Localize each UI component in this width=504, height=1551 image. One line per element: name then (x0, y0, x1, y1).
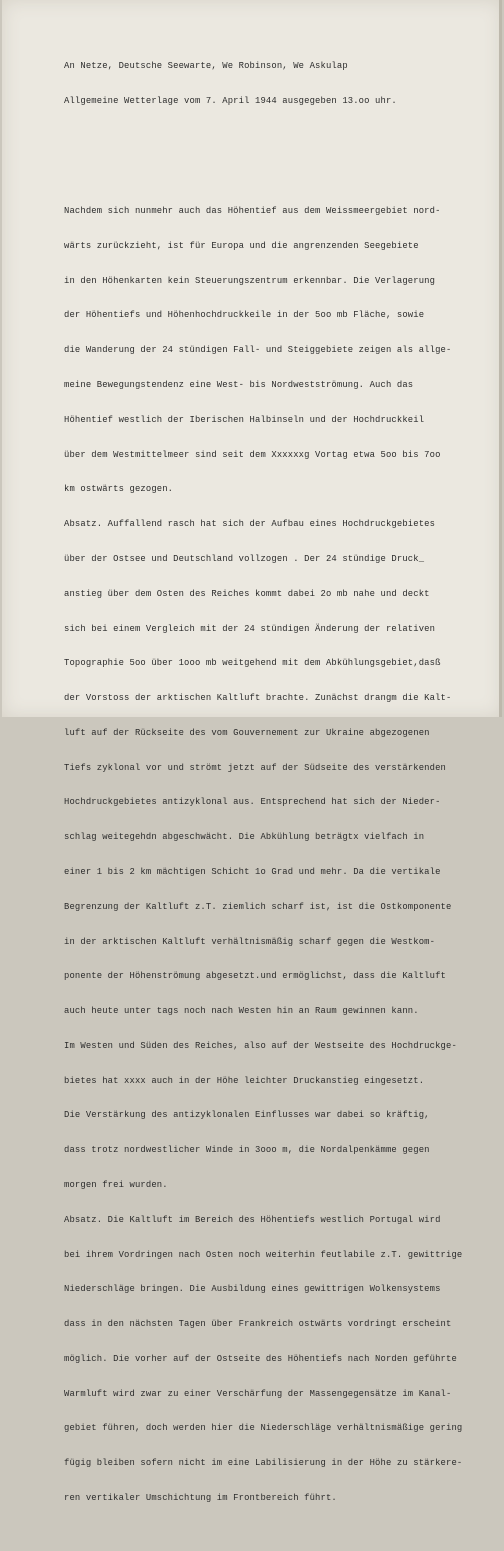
addressee-line: An Netze, Deutsche Seewarte, We Robinson, We Askulap (64, 61, 348, 72)
report-title: Allgemeine Wetterlage vom 7. April 1944 ausgegeben 13.oo uhr. (64, 95, 397, 106)
report-body (64, 183, 504, 1528)
body-line: ren vertikaler Umschichtung im Frontbereich führt. (64, 1493, 337, 1504)
body-line: bei ihrem Vordringen nach Osten noch weiterhin feutlabile z.T. gewittrige (64, 1249, 463, 1260)
body-line: Begrenzung der Kaltluft z.T. ziemlich scharf ist, ist die Ostkomponente (64, 901, 452, 912)
body-line: bietes hat xxxx auch in der Höhe leichter Druckanstieg eingesetzt. (64, 1075, 425, 1086)
body-line: dass trotz nordwestlicher Winde in 3ooo m, die Nordalpenkämme gegen (64, 1145, 430, 1156)
body-line: dass in den nächsten Tagen über Frankreich ostwärts vordringt erscheint (64, 1319, 452, 1330)
body-line: Topographie 5oo über 1ooo mb weitgehend mit dem Abkühlungsgebiet,dasß (64, 658, 441, 669)
body-line: der Höhentiefs und Höhenhochdruckkeile in der 5oo mb Fläche, sowie (64, 310, 425, 321)
body-line: Nachdem sich nunmehr auch das Höhentief aus dem Weissmeergebiet nord- (64, 206, 441, 217)
body-line: km ostwärts gezogen. (64, 484, 174, 495)
body-line: meine Bewegungstendenz eine West- bis Nordwestströmung. Auch das (64, 380, 414, 391)
body-line: schlag weitegehdn abgeschwächt. Die Abkühlung beträgtx vielfach in (64, 832, 425, 843)
body-line: Im Westen und Süden des Reiches, also auf der Westseite des Hochdruckge- (64, 1040, 457, 1051)
body-line: über der Ostsee und Deutschland vollzogen . Der 24 stündige Druck_ (64, 553, 425, 564)
body-line: in der arktischen Kaltluft verhältnismäßig scharf gegen die Westkom- (64, 936, 436, 947)
body-line: Niederschläge bringen. Die Ausbildung eines gewittrigen Wolkensystems (64, 1284, 441, 1295)
body-line: möglich. Die vorher auf der Ostseite des Höhentiefs nach Norden geführte (64, 1353, 457, 1364)
body-line: Warmluft wird zwar zu einer Verschärfung der Massengegensätze im Kanal- (64, 1388, 452, 1399)
body-line: Hochdruckgebietes antizyklonal aus. Entsprechend hat sich der Nieder- (64, 797, 441, 808)
body-line: gebiet führen, doch werden hier die Niederschläge verhältnismäßige gering (64, 1423, 463, 1434)
body-line: auch heute unter tags noch nach Westen hin an Raum gewinnen kann. (64, 1006, 419, 1017)
body-line: luft auf der Rückseite des vom Gouvernement zur Ukraine abgezogenen (64, 727, 430, 738)
body-line: sich bei einem Vergleich mit der 24 stündigen Änderung der relativen (64, 623, 436, 634)
body-line: über dem Westmittelmeer sind seit dem Xxxxxxg Vortag etwa 5oo bis 7oo (64, 449, 441, 460)
body-line: Tiefs zyklonal vor und strömt jetzt auf der Südseite des verstärkenden (64, 762, 446, 773)
body-line: fügig bleiben sofern nicht im eine Labilisierung in der Höhe zu stärkere- (64, 1458, 463, 1469)
typewritten-report (64, 38, 504, 1551)
document-page (2, 0, 502, 1504)
body-line: Absatz. Die Kaltluft im Bereich des Höhentiefs westlich Portugal wird (64, 1214, 441, 1225)
body-line: der Vorstoss der arktischen Kaltluft brachte. Zunächst drangm die Kalt- (64, 693, 452, 704)
body-line: Höhentief westlich der Iberischen Halbinseln und der Hochdruckkeil (64, 414, 425, 425)
body-line: morgen frei wurden. (64, 1180, 168, 1190)
body-line: die Wanderung der 24 stündigen Fall- und Steiggebiete zeigen als allge- (64, 345, 452, 356)
body-line: wärts zurückzieht, ist für Europa und die angrenzenden Seegebiete (64, 240, 419, 251)
body-line: ponente der Höhenströmung abgesetzt.und ermöglichst, dass die Kaltluft (64, 971, 446, 982)
body-line: in den Höhenkarten kein Steuerungszentrum erkennbar. Die Verlagerung (64, 275, 436, 286)
body-line: Absatz. Auffallend rasch hat sich der Aufbau eines Hochdruckgebietes (64, 519, 436, 530)
body-line: Die Verstärkung des antizyklonalen Einflusses war dabei so kräftig, (64, 1110, 430, 1121)
body-line: einer 1 bis 2 km mächtigen Schicht 1o Grad und mehr. Da die vertikale (64, 866, 441, 877)
body-line: anstieg über dem Osten des Reiches kommt dabei 2o mb nahe und deckt (64, 588, 430, 599)
spacer (64, 131, 504, 160)
